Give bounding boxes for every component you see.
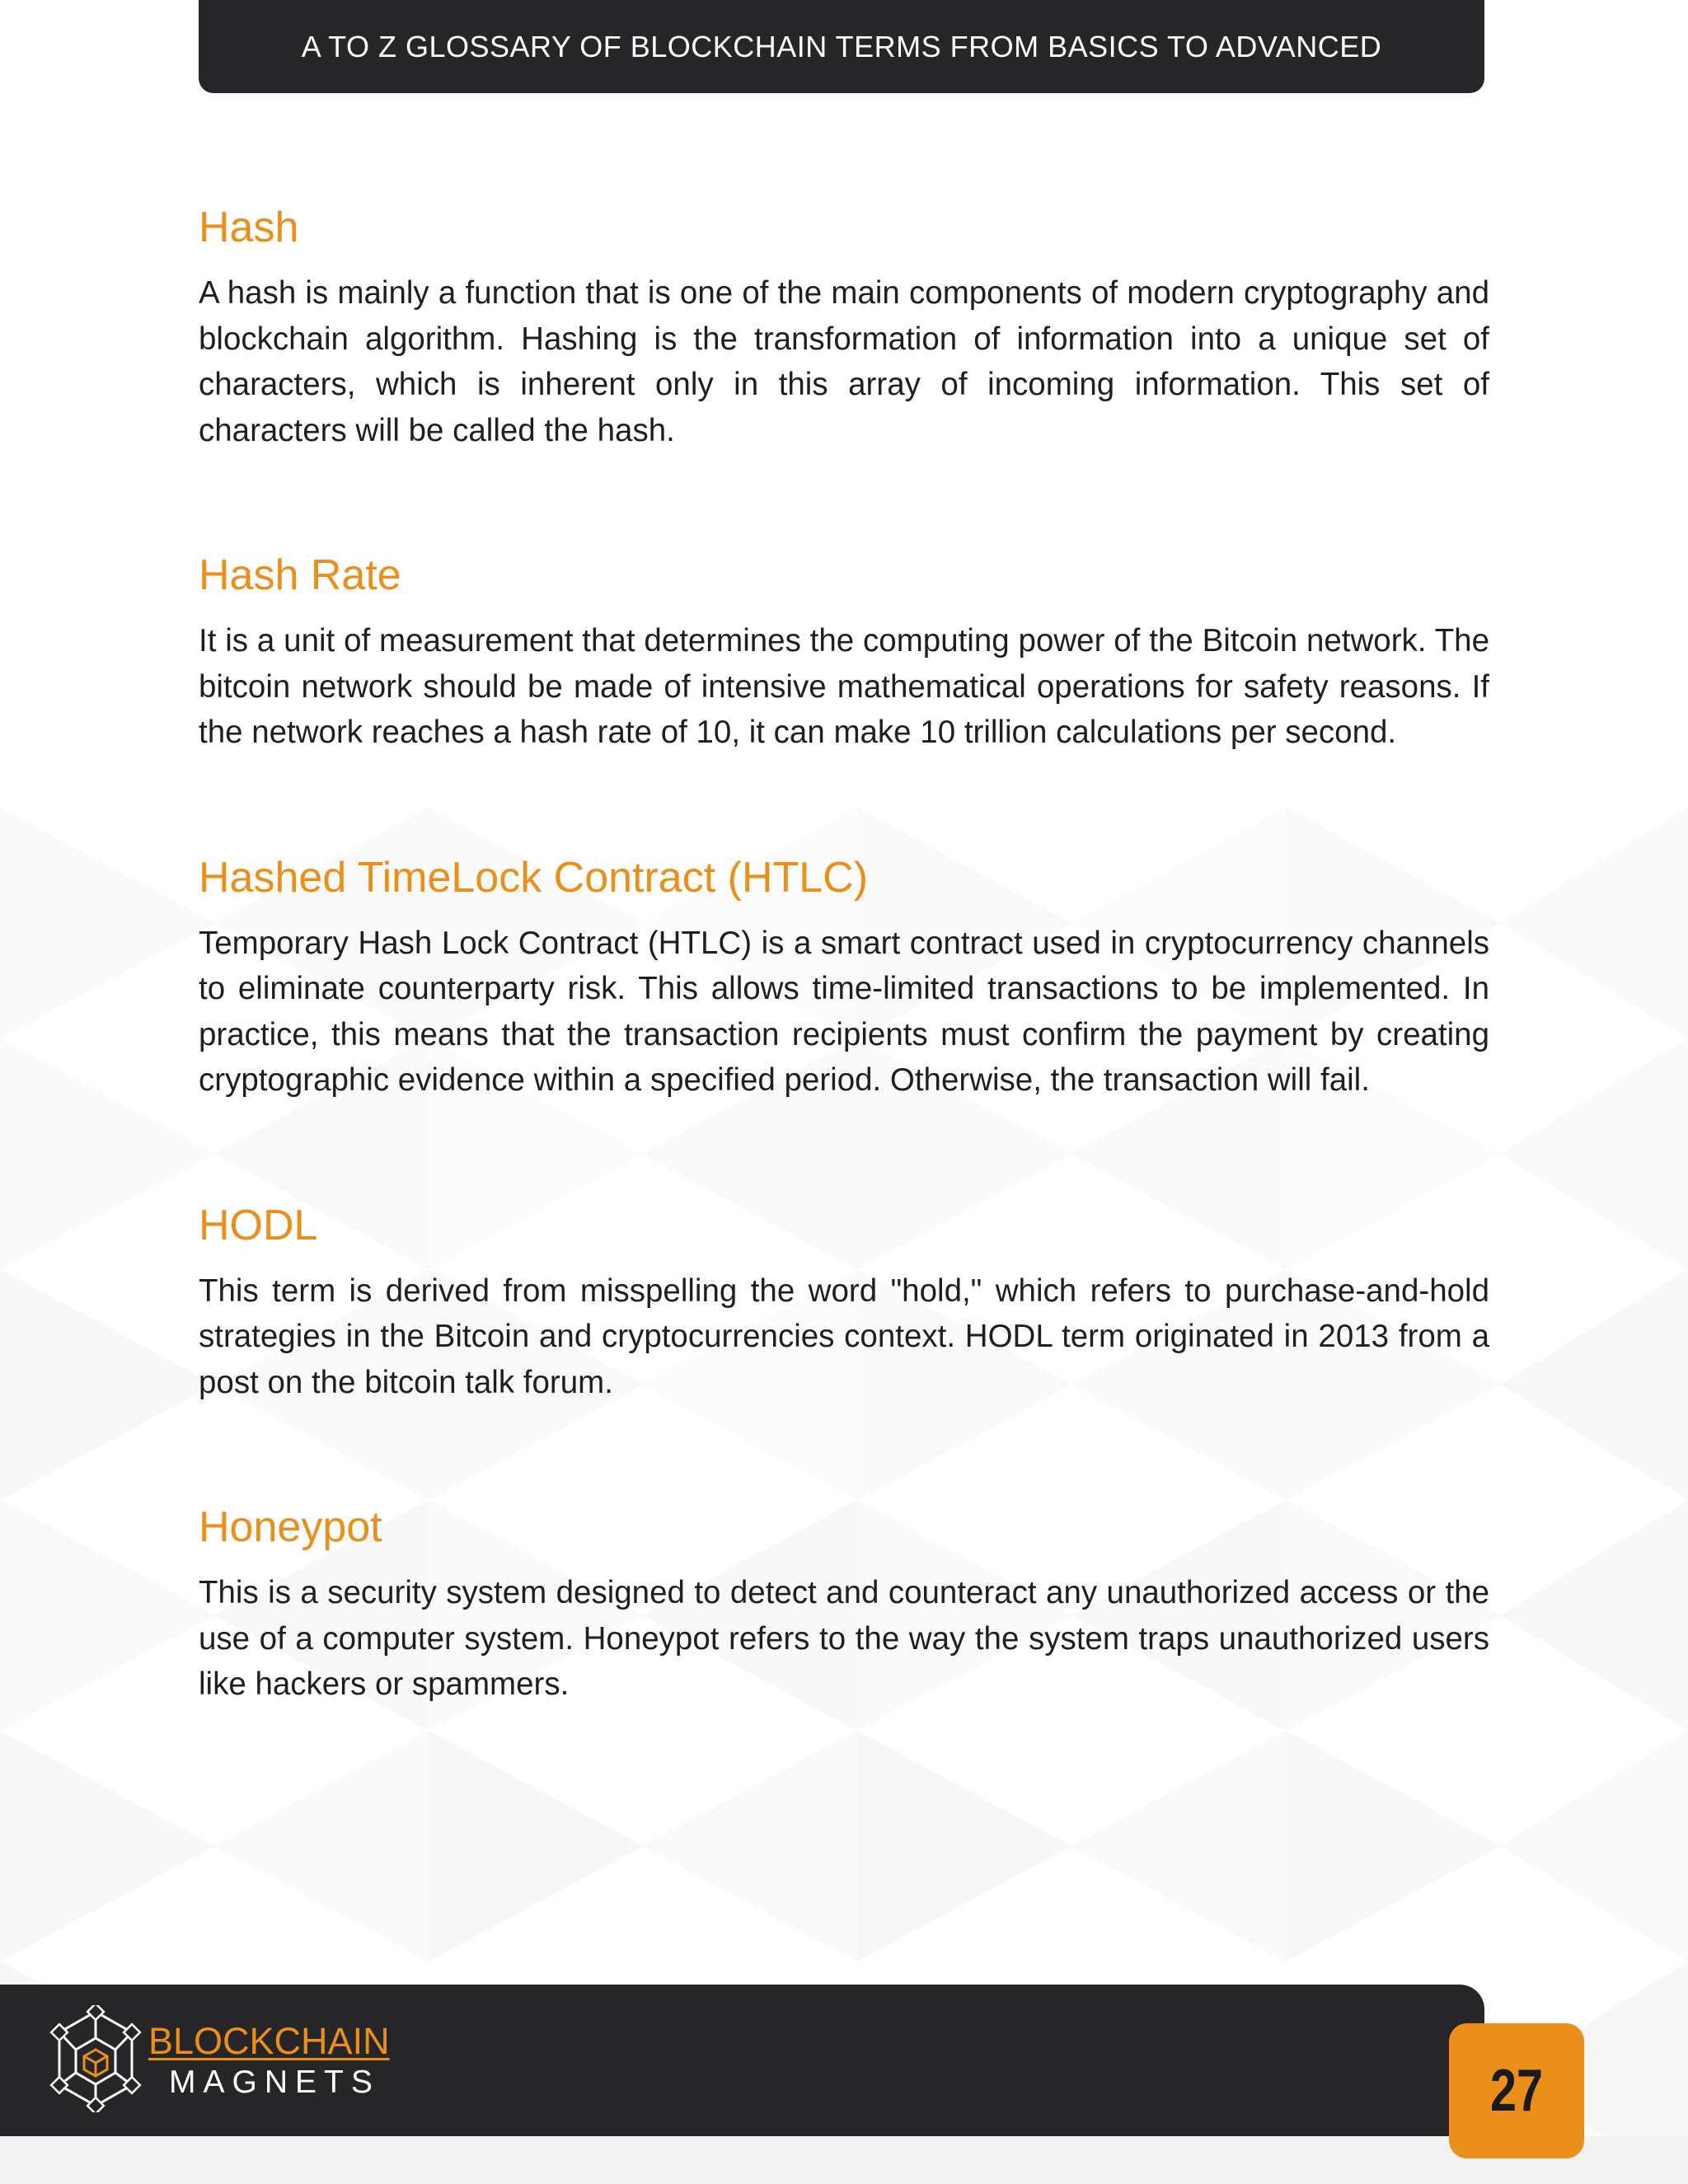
logo-wordmark-magnets: MAGNETS	[169, 2064, 380, 2100]
entry-term: HODL	[199, 1201, 318, 1249]
glossary-entry-htlc	[199, 845, 1489, 1104]
page-number: 27	[1489, 2058, 1544, 2124]
logo-wordmark-blockchain: BLOCKCHAIN	[148, 2020, 390, 2062]
glossary-entry-hash	[199, 194, 1489, 453]
entry-definition: A hash is mainly a function that is one of the main components of modern cryptography and blockchain algorithm. Hashing is the transformation of information into a unique set of characters, which is inherent only in this array of incoming information. This set of characters will be called the hash.	[199, 275, 1489, 448]
glossary-entry-honeypot	[199, 1494, 1489, 1708]
entry-definition: This is a security system designed to detect and counteract any unauthorized access or the use of a computer system. Honeypot refers to the way the system traps unauthorized users like hackers or spammers.	[199, 1575, 1489, 1702]
entry-definition: It is a unit of measurement that determines the computing power of the Bitcoin network. The bitcoin network should be made of intensive mathematical operations for safety reasons. If the network reaches a hash rate of 10, it can make 10 trillion calculations per second.	[199, 623, 1489, 750]
entry-term: Honeypot	[199, 1503, 382, 1551]
entry-term: Hash	[199, 204, 299, 251]
entry-definition: Temporary Hash Lock Contract (HTLC) is a smart contract used in cryptocurrency channels to eliminate counterparty risk. This allows time-limited transactions to be implemented. In practice, this means that the transaction recipients must confirm the payment by creating cryptographic evidence within a specified period. Otherwise, the transaction will fail.	[199, 925, 1489, 1098]
entry-definition: This term is derived from misspelling the word "hold," which refers to purchase-and-hold strategies in the Bitcoin and cryptocurrencies context. HODL term originated in 2013 from a post on the bitcoin talk forum.	[199, 1272, 1489, 1400]
header-banner	[199, 0, 1484, 93]
entry-term: Hash Rate	[199, 551, 401, 599]
glossary-entry-hodl	[199, 1193, 1489, 1406]
entry-term: Hashed TimeLock Contract (HTLC)	[199, 853, 869, 902]
blockchain-cube-logo-icon	[49, 2005, 142, 2112]
page-header-title: A TO Z GLOSSARY OF BLOCKCHAIN TERMS FROM BASICS TO ADVANCED	[301, 29, 1382, 63]
footer-strip	[0, 2136, 1688, 2184]
glossary-entry-hash-rate	[199, 542, 1489, 756]
glossary-content	[199, 194, 1489, 1708]
page-number-badge	[1449, 2023, 1584, 2158]
